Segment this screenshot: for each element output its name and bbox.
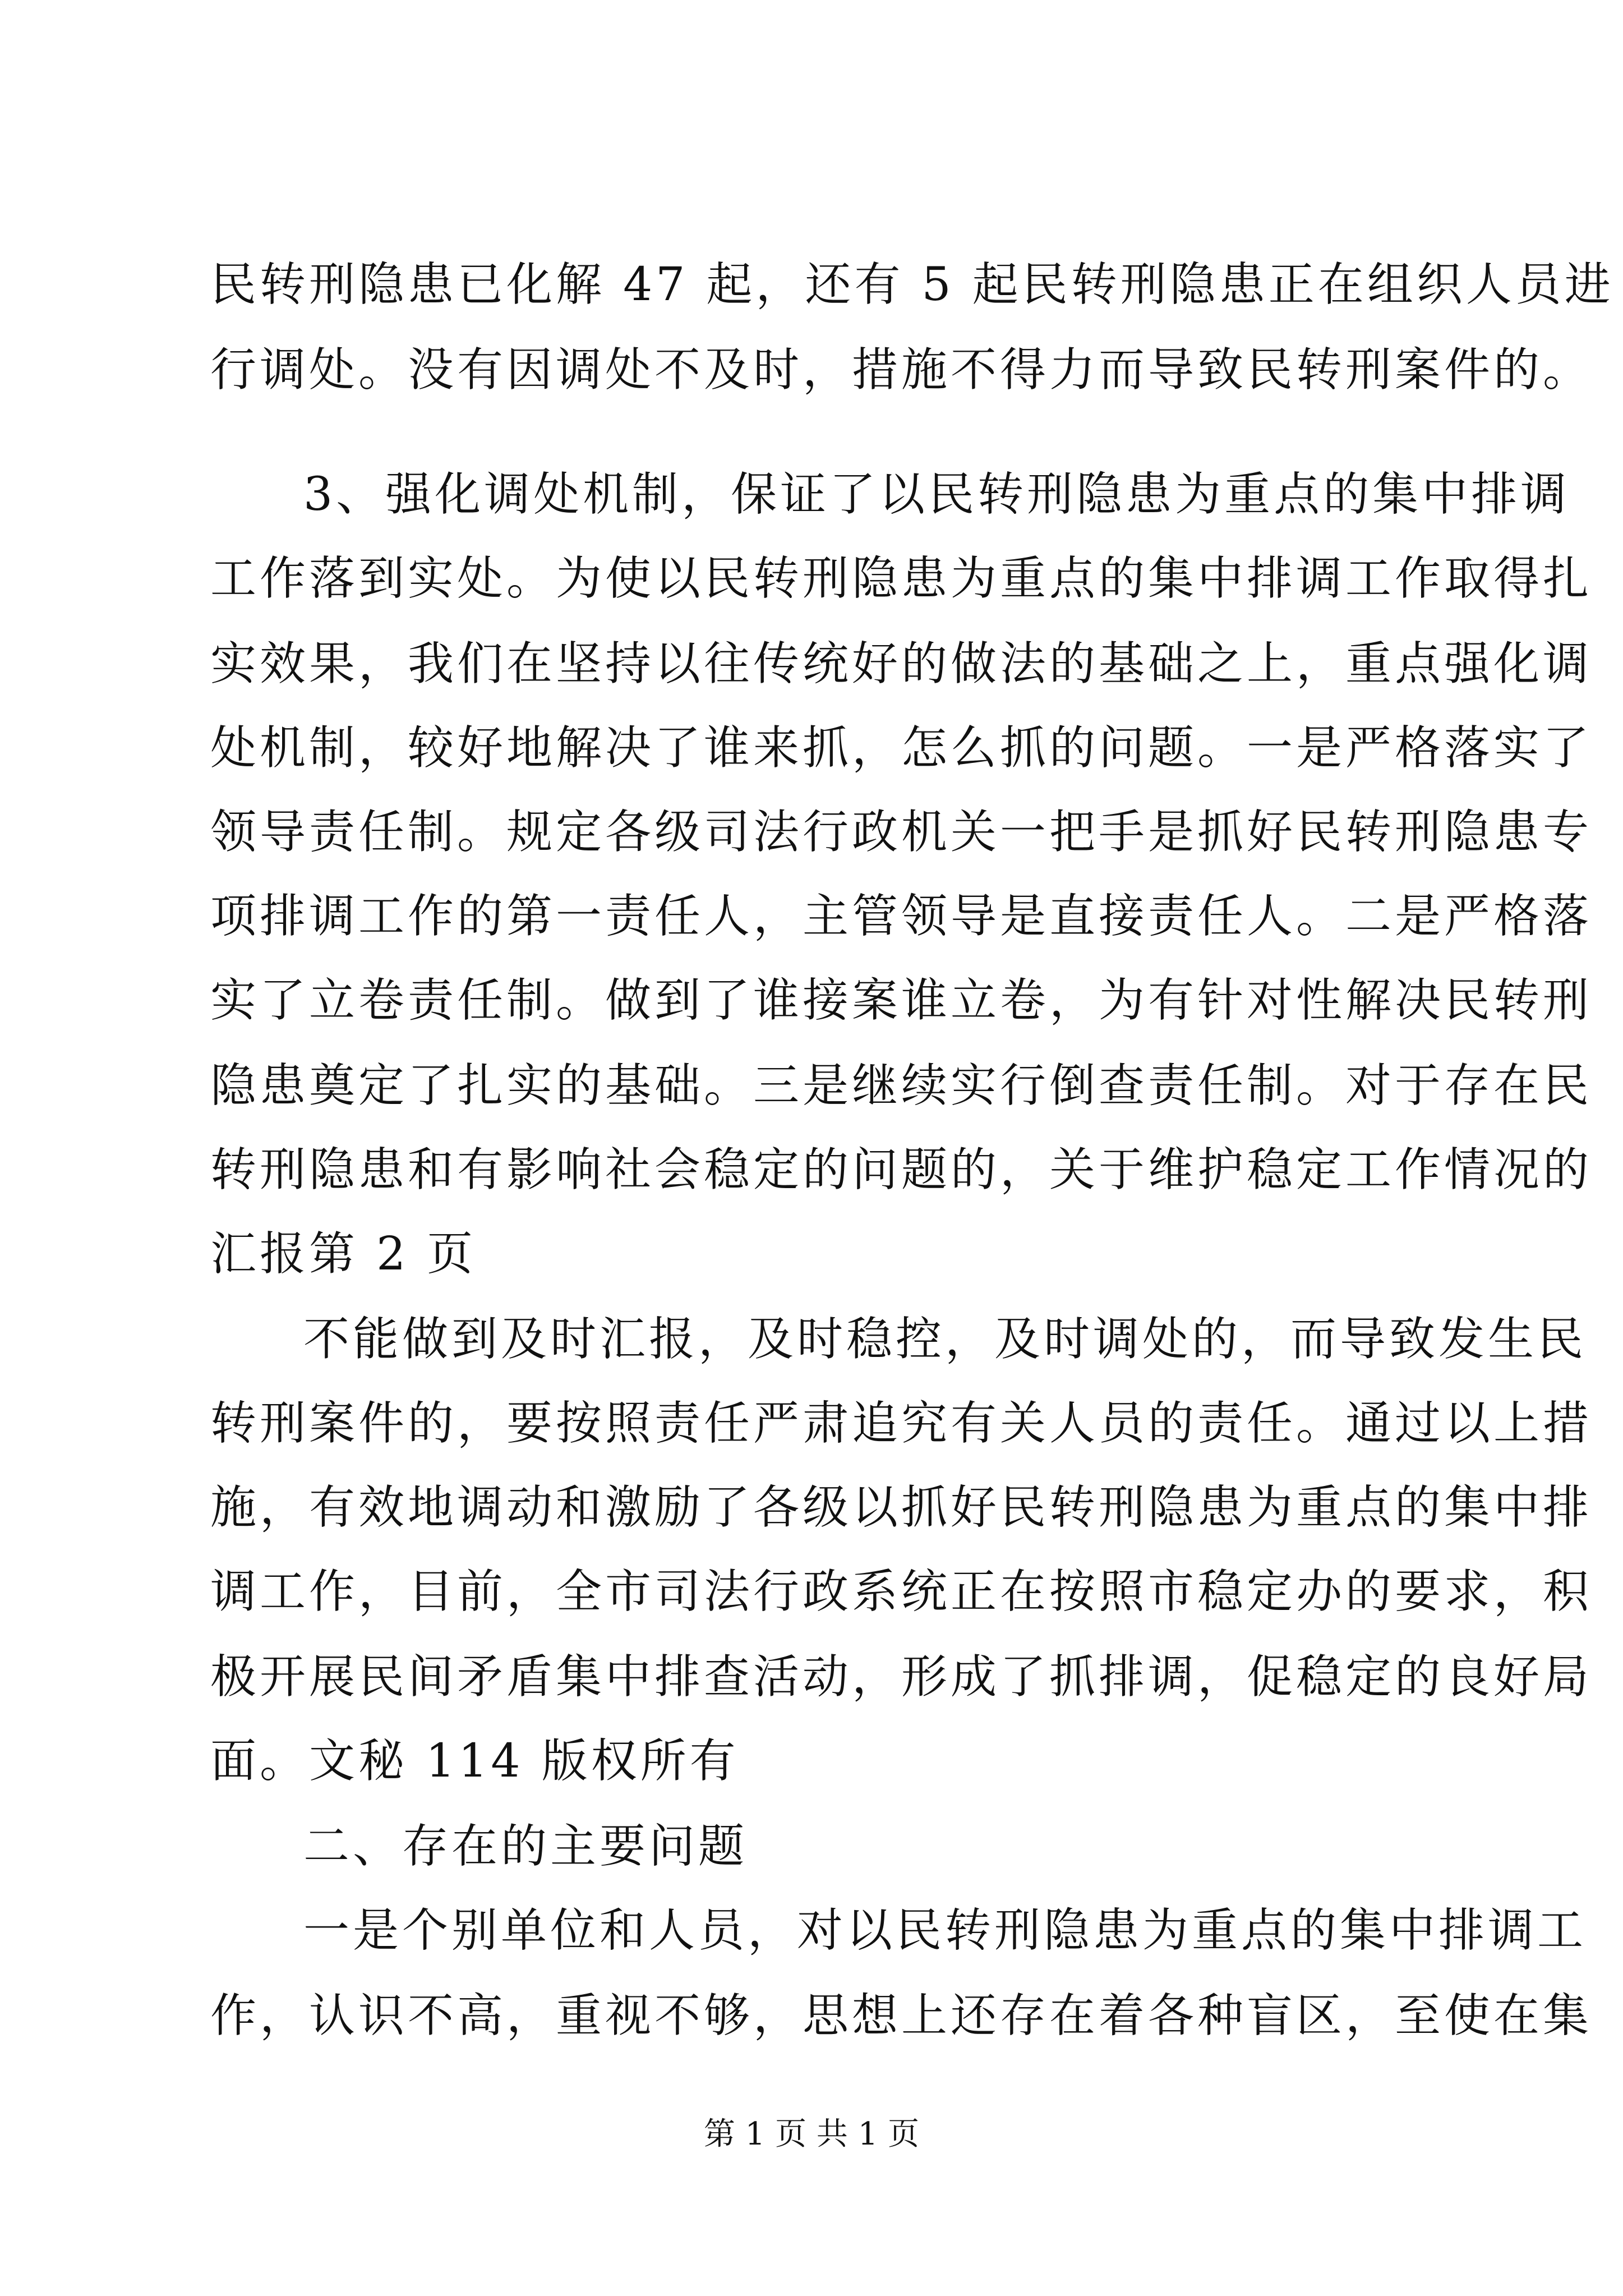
text-line: 实了立卷责任制。做到了谁接案谁立卷，为有针对性解决民转刑 <box>210 974 1593 1027</box>
text-line: 实效果，我们在坚持以往传统好的做法的基础之上，重点强化调 <box>210 637 1593 691</box>
text-line: 领导责任制。规定各级司法行政机关一把手是抓好民转刑隐患专 <box>210 806 1593 859</box>
text-line: 工作落到实处。为使以民转刑隐患为重点的集中排调工作取得扎 <box>210 552 1593 605</box>
page-footer: 第 1 页 共 1 页 <box>703 2116 920 2152</box>
text-line: 不能做到及时汇报，及时稳控，及时调处的，而导致发生民 <box>303 1313 1587 1366</box>
section-heading: 二、存在的主要问题 <box>303 1820 748 1873</box>
text-line: 调工作，目前，全市司法行政系统正在按照市稳定办的要求，积 <box>210 1565 1593 1618</box>
text-line: 项排调工作的第一责任人，主管领导是直接责任人。二是严格落 <box>210 890 1593 943</box>
text-line: 一是个别单位和人员，对以民转刑隐患为重点的集中排调工 <box>303 1904 1587 1957</box>
text-line: 民转刑隐患已化解 47 起，还有 5 起民转刑隐患正在组织人员进 <box>210 258 1614 311</box>
text-line: 处机制，较好地解决了谁来抓，怎么抓的问题。一是严格落实了 <box>210 721 1593 775</box>
text-line: 3、强化调处机制，保证了以民转刑隐患为重点的集中排调 <box>303 468 1570 521</box>
text-line: 作，认识不高，重视不够，思想上还存在着各种盲区，至使在集 <box>210 1989 1593 2042</box>
text-line: 转刑隐患和有影响社会稳定的问题的，关于维护稳定工作情况的 <box>210 1143 1593 1197</box>
text-line: 极开展民间矛盾集中排查活动，形成了抓排调，促稳定的良好局 <box>210 1650 1593 1704</box>
text-line: 行调处。没有因调处不及时，措施不得力而导致民转刑案件的。 <box>210 343 1593 397</box>
text-line: 施，有效地调动和激励了各级以抓好民转刑隐患为重点的集中排 <box>210 1481 1593 1534</box>
text-line: 隐患奠定了扎实的基础。三是继续实行倒查责任制。对于存在民 <box>210 1059 1593 1112</box>
text-line: 面。文秘 114 版权所有 <box>210 1734 739 1788</box>
text-line: 汇报第 2 页 <box>210 1227 477 1281</box>
text-line: 转刑案件的，要按照责任严肃追究有关人员的责任。通过以上措 <box>210 1397 1593 1450</box>
